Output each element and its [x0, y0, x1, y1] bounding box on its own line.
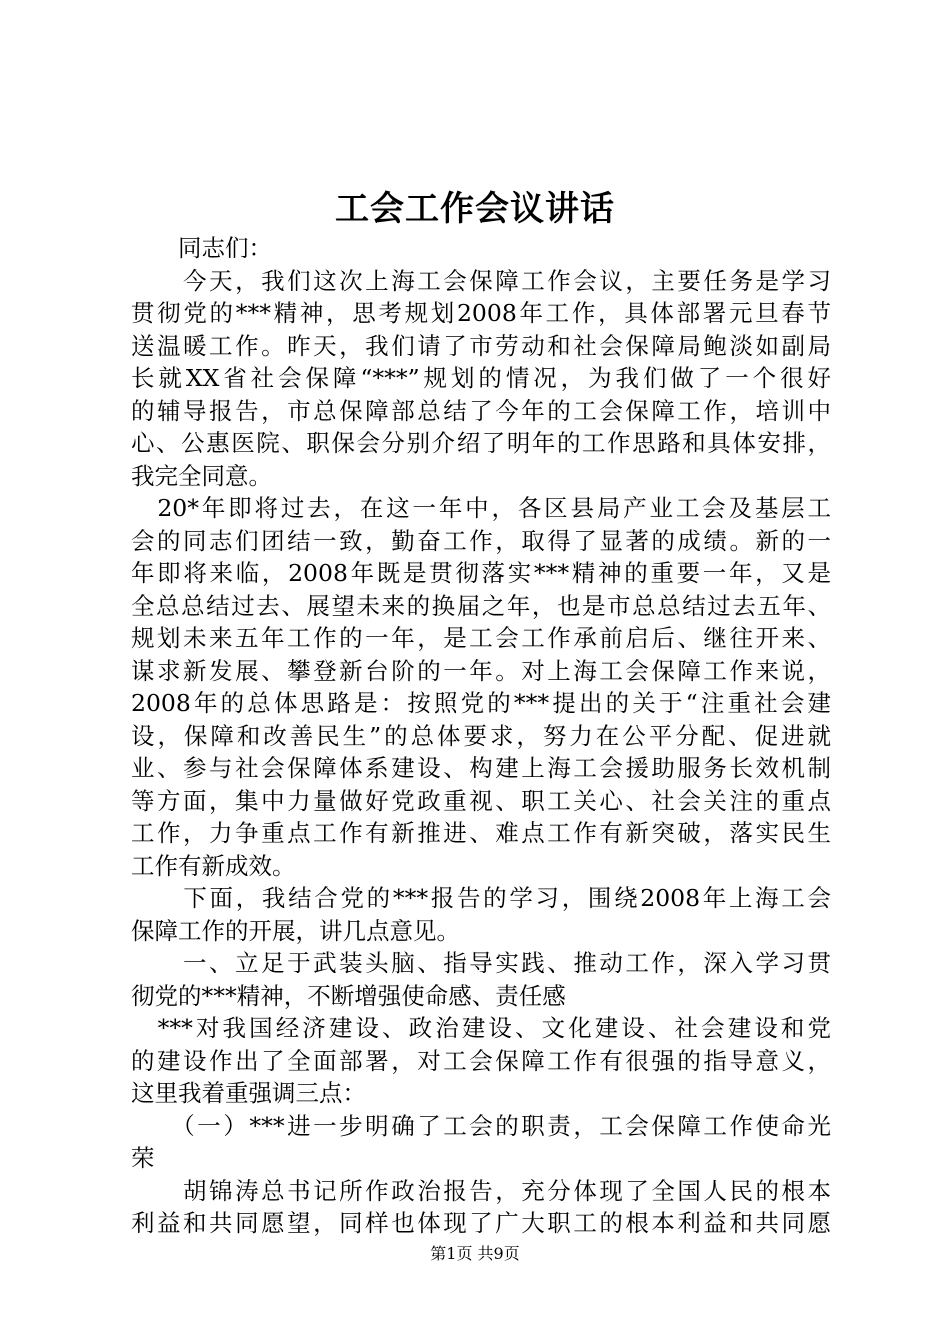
body-line: 心、公惠医院、职保会分别介绍了明年的工作思路和具体安排，: [131, 429, 831, 457]
body-line: 贯彻党的***精神，思考规划2008年工作，具体部署元旦春节: [131, 299, 831, 327]
body-line: 全总总结过去、展望未来的换届之年，也是市总总结过去五年、: [131, 591, 831, 620]
body-line: 等方面，集中力量做好党政重视、职工关心、社会关注的重点: [131, 786, 831, 815]
body-line: 谋求新发展、攀登新台阶的一年。对上海工会保障工作来说，: [131, 656, 831, 685]
body-line: 年即将来临，2008年既是贯彻落实***精神的重要一年，又是: [131, 559, 831, 587]
body-line: 工作，力争重点工作有新推进、难点工作有新突破，落实民生: [131, 819, 831, 847]
body-line: 保障工作的开展，讲几点意见。: [131, 916, 460, 945]
body-line: 我完全同意。: [131, 461, 272, 490]
body-line: 的辅导报告，市总保障部总结了今年的工会保障工作，培训中: [131, 396, 831, 425]
body-line: 一、立足于武装头脑、指导实践、推动工作，深入学习贯: [131, 949, 831, 977]
body-line: 长就XX省社会保障“***”规划的情况，为我们做了一个很好: [131, 364, 831, 392]
page-footer: 第1页 共9页: [430, 1244, 520, 1263]
body-line: 今天，我们这次上海工会保障工作会议，主要任务是学习: [131, 266, 831, 295]
body-line: （一）***进一步明确了工会的职责，工会保障工作使命光: [131, 1111, 831, 1140]
body-line: 胡锦涛总书记所作政治报告，充分体现了全国人民的根本: [131, 1176, 831, 1205]
body-line: 会的同志们团结一致，勤奋工作，取得了显著的成绩。新的一: [131, 526, 831, 555]
body-line: 规划未来五年工作的一年，是工会工作承前启后、继往开来、: [131, 624, 831, 652]
body-line: 这里我着重强调三点：: [131, 1079, 366, 1107]
body-line: 设，保障和改善民生”的总体要求，努力在公平分配、促进就: [131, 721, 831, 750]
body-line: 彻党的***精神，不断增强使命感、责任感: [131, 981, 566, 1010]
body-line: 荣: [131, 1144, 155, 1172]
body-line: 的建设作出了全面部署，对工会保障工作有很强的指导意义，: [131, 1046, 831, 1075]
body-line: ***对我国经济建设、政治建设、文化建设、社会建设和党: [131, 1014, 831, 1042]
body-line: 同志们：: [131, 234, 272, 262]
body-line: 送温暖工作。昨天，我们请了市劳动和社会保障局鲍淡如副局: [131, 331, 831, 360]
body-line: 业、参与社会保障体系建设、构建上海工会援助服务长效机制: [131, 754, 831, 782]
body-line: 工作有新成效。: [131, 851, 296, 880]
body-line: 20*年即将过去，在这一年中，各区县局产业工会及基层工: [131, 494, 831, 522]
document-title: 工会工作会议讲话: [335, 189, 615, 229]
body-line: 下面，我结合党的***报告的学习，围绕2008年上海工会: [131, 884, 831, 912]
document-body: [131, 232, 831, 1240]
body-line: 利益和共同愿望，同样也体现了广大职工的根本利益和共同愿: [131, 1209, 831, 1237]
body-line: 2008年的总体思路是：按照党的***提出的关于“注重社会建: [131, 689, 831, 717]
